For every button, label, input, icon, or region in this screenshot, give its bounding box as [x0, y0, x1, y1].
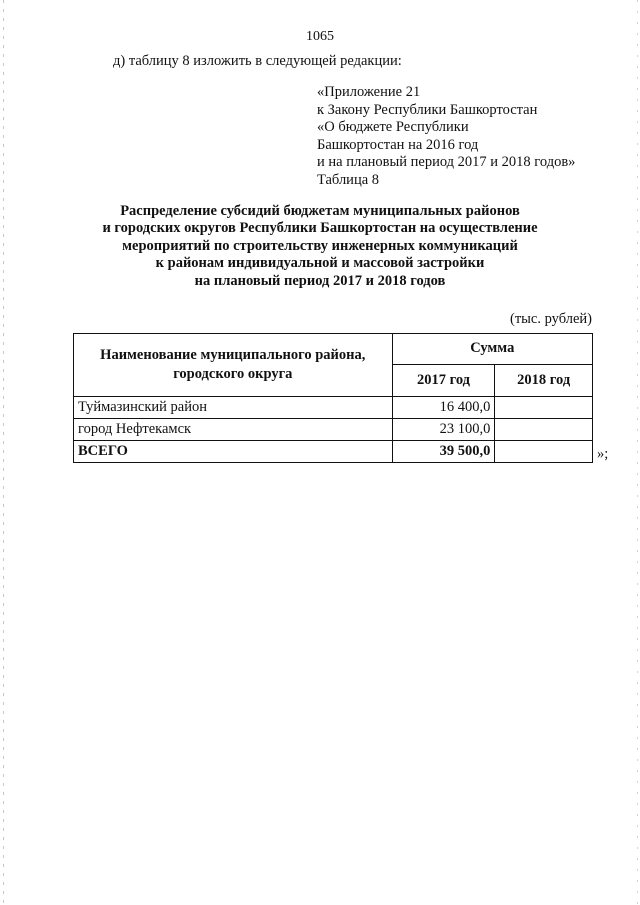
row-2018-cell [495, 419, 593, 441]
appendix-line: Башкортостан на 2016 год [317, 136, 479, 153]
row-2018-cell [495, 397, 593, 419]
table-label: Таблица 8 [317, 171, 380, 188]
intro-text: д) таблицу 8 изложить в следующей редакции: [113, 53, 402, 69]
total-row [74, 441, 593, 463]
appendix-line: к Закону Республики Башкортостан [317, 101, 538, 118]
row-name-cell: Туймазинский район [74, 397, 393, 419]
total-2017-cell: 39 500,0 [392, 441, 495, 463]
appendix-line: и на плановый период 2017 и 2018 годов» [317, 154, 576, 171]
title-line: на плановый период 2017 и 2018 годов [194, 272, 446, 289]
title-line: и городских округов Республики Башкортостан на осуществление [102, 220, 538, 237]
header-name-cell [74, 334, 393, 397]
appendix-line: «О бюджете Республики [317, 119, 469, 136]
header-2018-cell: 2018 год [495, 364, 593, 396]
header-name-line: Наименование муниципального района, [100, 347, 366, 363]
total-name-cell: ВСЕГО [74, 441, 393, 463]
header-name-line: городского округа [173, 366, 293, 382]
header-2017-cell: 2017 год [392, 364, 495, 396]
scan-edge-right [637, 0, 638, 905]
title-line: мероприятий по строительству инженерных коммуникаций [122, 237, 518, 254]
subsidy-table [73, 333, 593, 463]
row-2017-cell: 23 100,0 [392, 419, 495, 441]
header-sum-cell: Сумма [392, 334, 592, 365]
closing-quote: »; [597, 446, 609, 462]
appendix-line: «Приложение 21 [317, 84, 421, 100]
row-2017-cell: 16 400,0 [392, 397, 495, 419]
table-row [74, 397, 593, 419]
scan-edge-left [3, 0, 4, 905]
title-line: к районам индивидуальной и массовой застройки [155, 255, 485, 272]
row-name-cell: город Нефтекамск [74, 419, 393, 441]
title-line: Распределение субсидий бюджетам муниципальных районов [120, 203, 520, 219]
appendix-header [317, 84, 575, 190]
table-row [74, 419, 593, 441]
unit-note: (тыс. рублей) [510, 311, 592, 327]
page-number: 1065 [306, 29, 334, 44]
document-title [0, 203, 640, 290]
total-2018-cell [495, 441, 593, 463]
